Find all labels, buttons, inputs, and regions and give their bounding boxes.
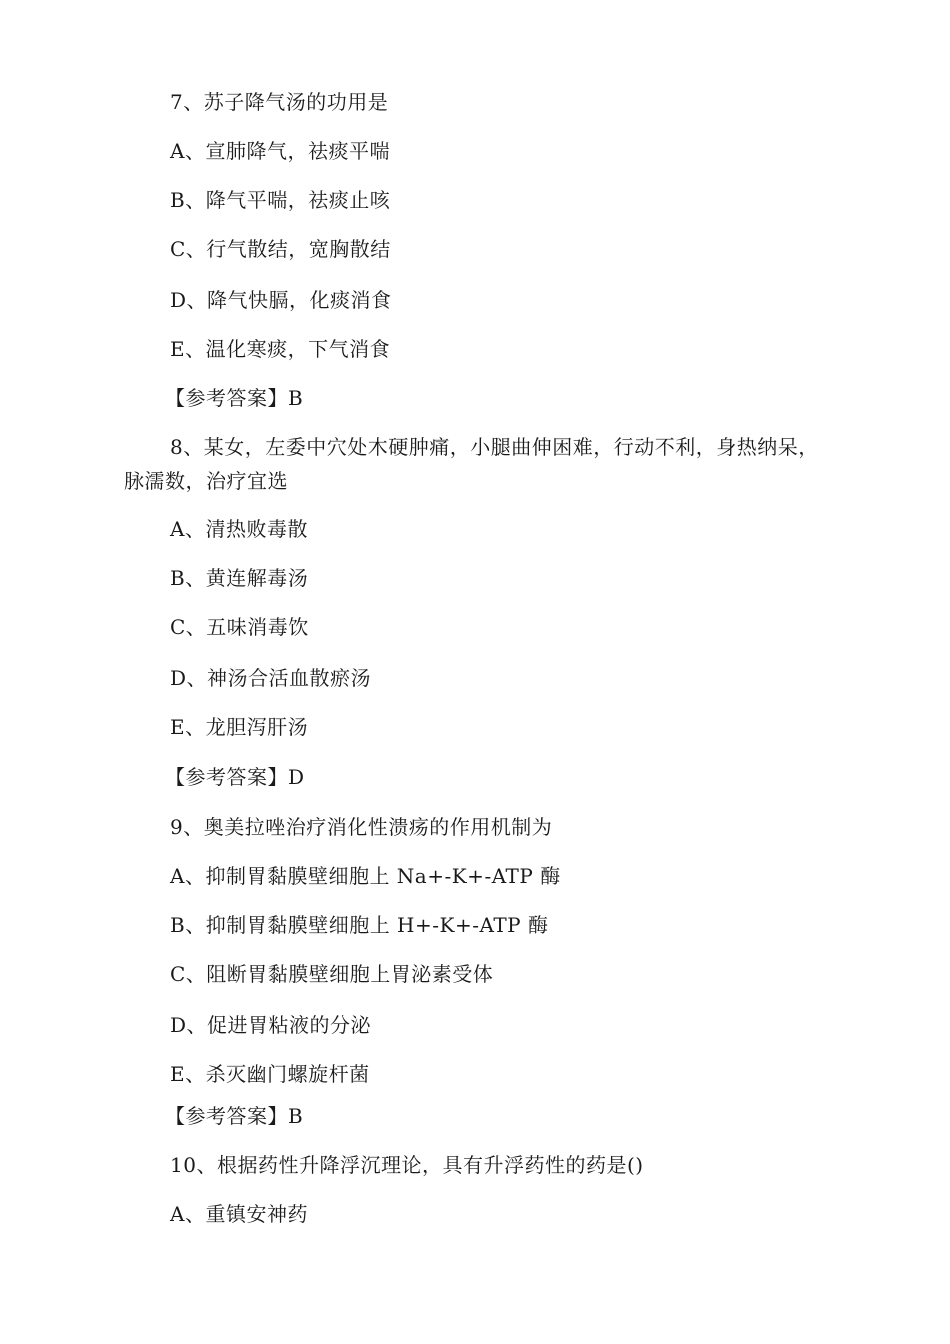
question-9-option-b: B、抑制胃黏膜壁细胞上 H+-K+-ATP 酶	[170, 913, 549, 937]
question-7-option-d: D、降气快膈，化痰消食	[170, 288, 392, 312]
question-8-option-d: D、神汤合活血散瘀汤	[170, 666, 372, 690]
question-8-stem-line2: 脉濡数，治疗宜选	[124, 469, 288, 493]
question-7-stem: 7、苏子降气汤的功用是	[170, 90, 389, 114]
question-7-option-a: A、宣肺降气，祛痰平喘	[170, 139, 390, 163]
question-7-option-e: E、温化寒痰，下气消食	[170, 337, 391, 361]
question-9-option-a: A、抑制胃黏膜壁细胞上 Na+-K+-ATP 酶	[170, 864, 561, 888]
question-9-answer: 【参考答案】B	[165, 1104, 304, 1128]
question-9-option-d: D、促进胃粘液的分泌	[170, 1013, 372, 1037]
question-8-option-c: C、五味消毒饮	[170, 615, 309, 639]
question-8-answer: 【参考答案】D	[165, 765, 305, 789]
question-9-option-e: E、杀灭幽门螺旋杆菌	[170, 1062, 370, 1086]
question-8-stem-line1: 8、某女，左委中穴处木硬肿痛，小腿曲伸困难，行动不利，身热纳呆，	[170, 435, 819, 459]
question-7-option-c: C、行气散结，宽胸散结	[170, 237, 391, 261]
question-8-option-b: B、黄连解毒汤	[170, 566, 309, 590]
question-7-option-b: B、降气平喘，祛痰止咳	[170, 188, 391, 212]
question-10-option-a: A、重镇安神药	[170, 1202, 308, 1226]
question-8-option-e: E、龙胆泻肝汤	[170, 715, 309, 739]
question-7-answer: 【参考答案】B	[165, 386, 304, 410]
question-10-stem: 10、根据药性升降浮沉理论，具有升浮药性的药是()	[170, 1153, 644, 1177]
question-9-option-c: C、阻断胃黏膜壁细胞上胃泌素受体	[170, 962, 494, 986]
question-8-option-a: A、清热败毒散	[170, 517, 308, 541]
question-9-stem: 9、奥美拉唑治疗消化性溃疡的作用机制为	[170, 815, 553, 839]
